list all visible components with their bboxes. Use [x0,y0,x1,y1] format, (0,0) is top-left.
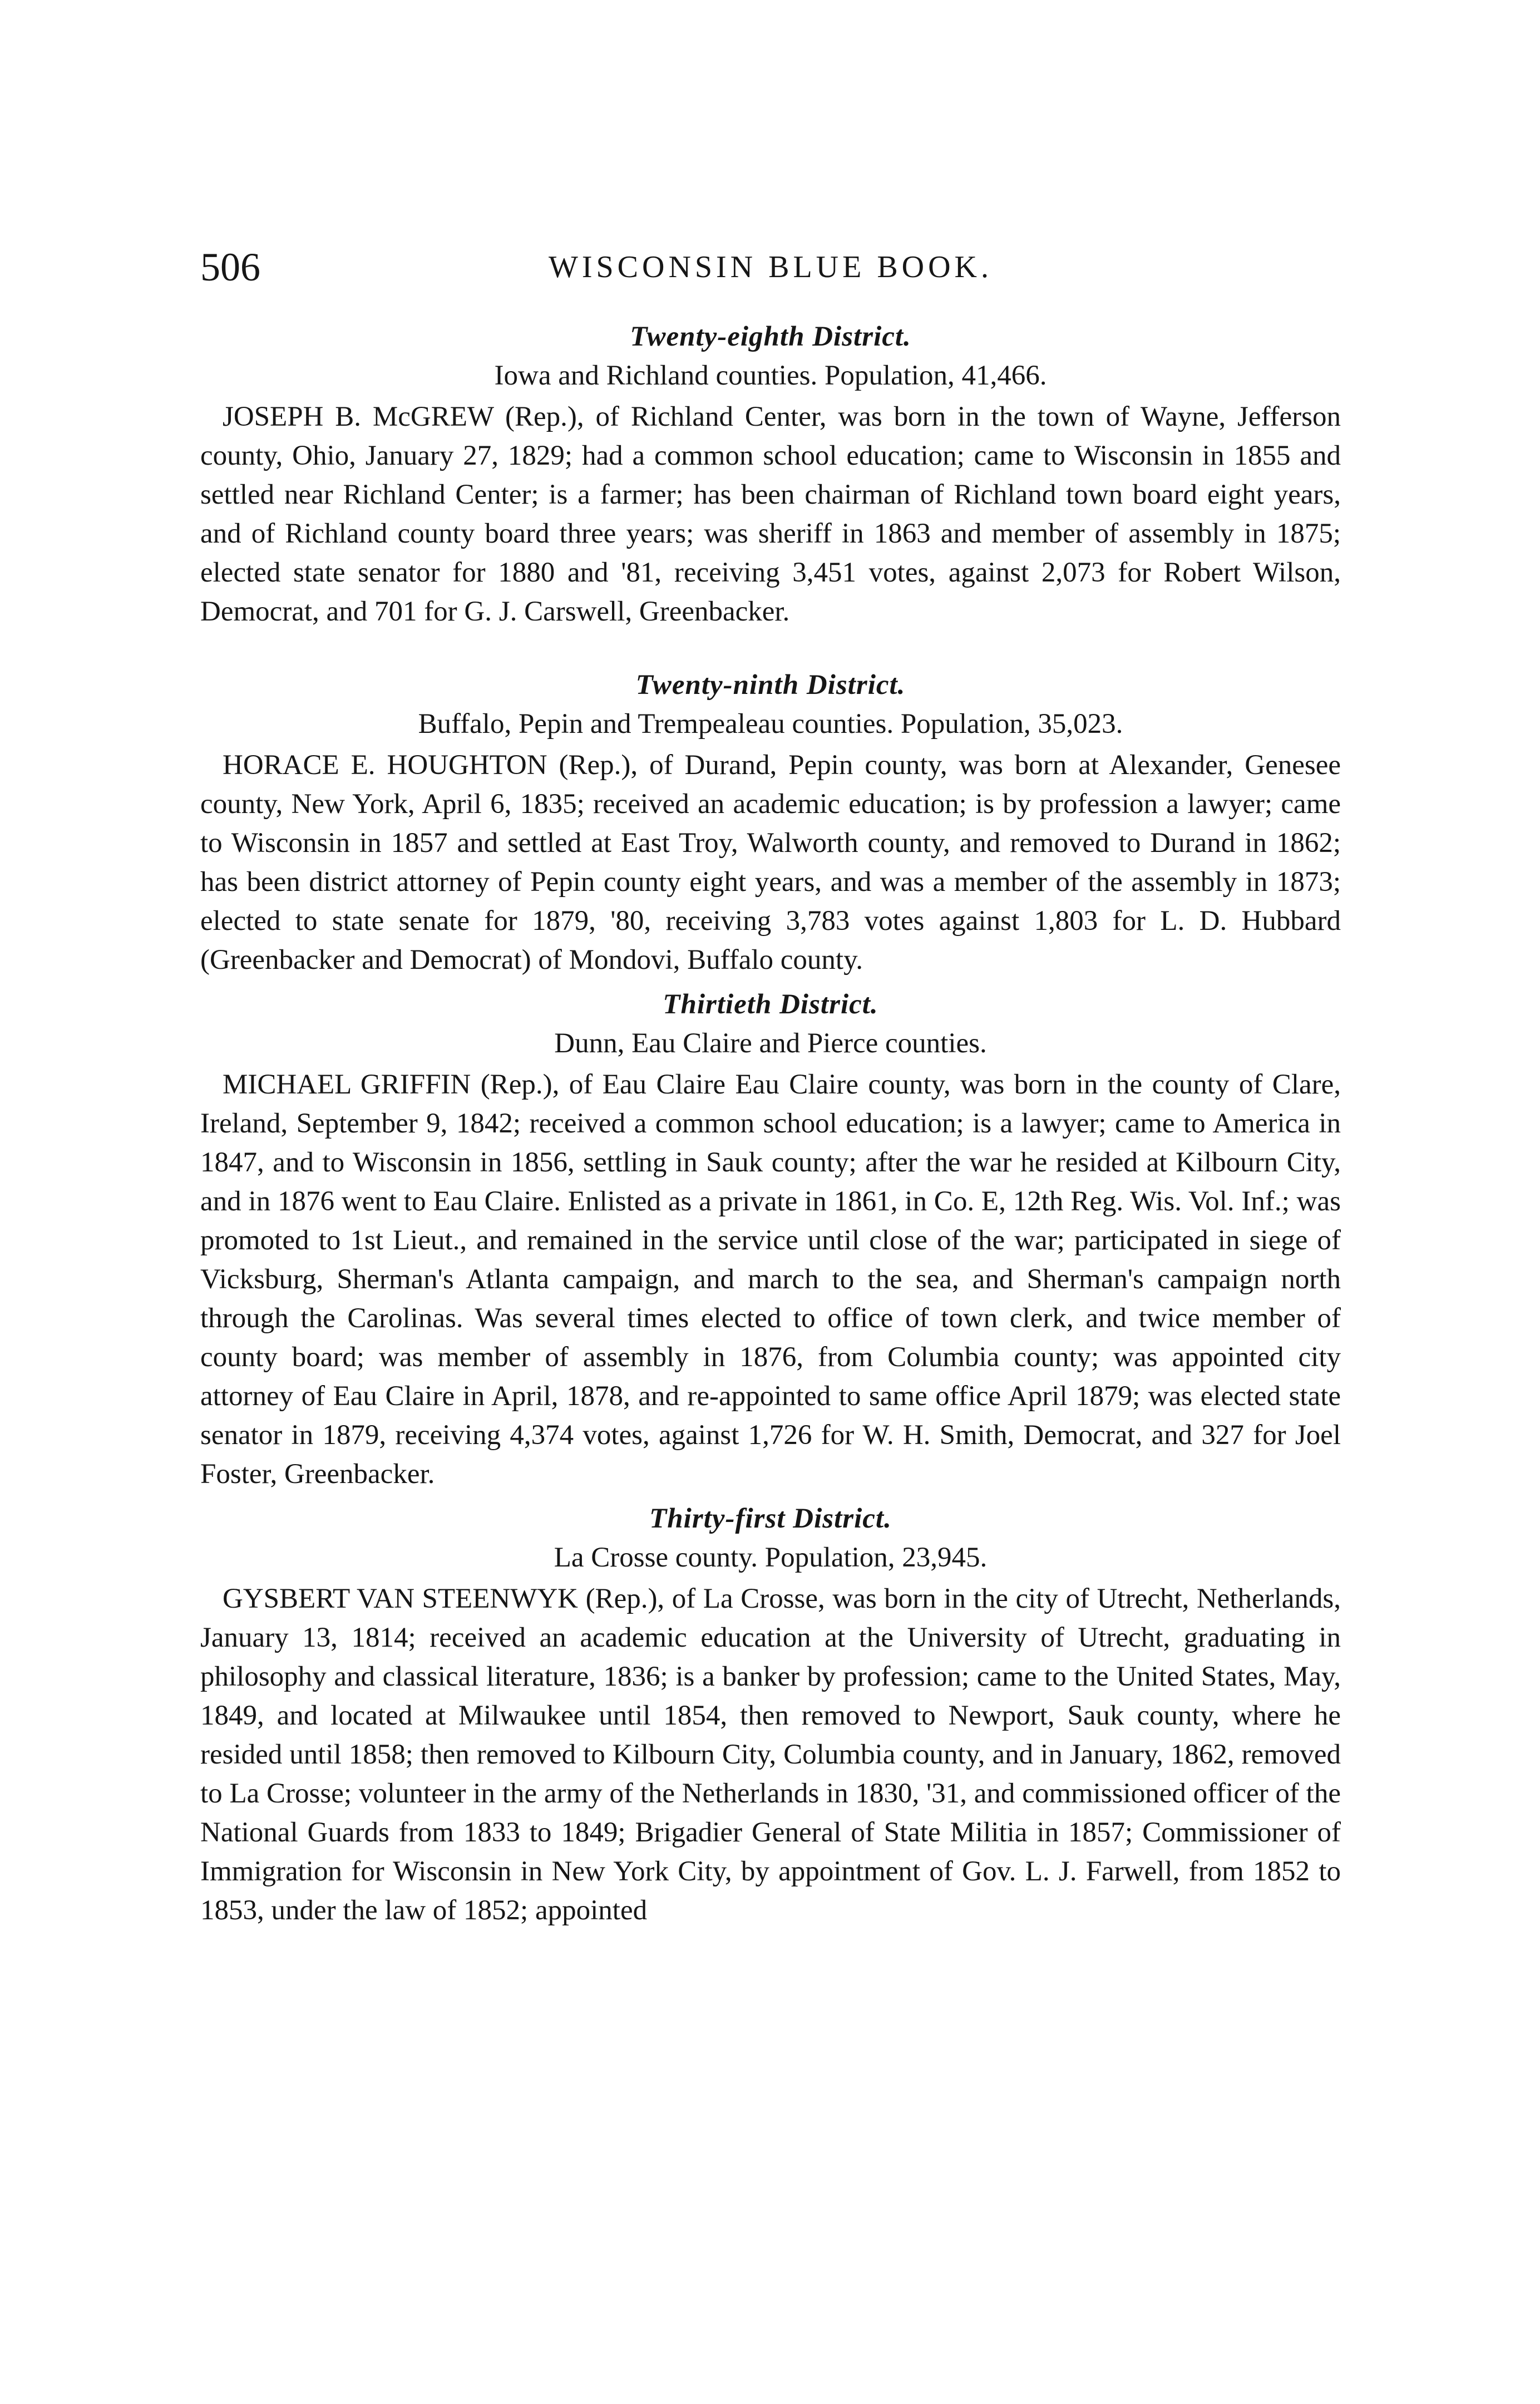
district-section [200,317,1341,631]
page-number: 506 [200,245,260,289]
senator-biography: JOSEPH B. McGREW (Rep.), of Richland Center, was born in the town of Wayne, Jefferson county, Ohio, January 27, 1829; had a common school education; came to Wisconsin in 1855 and settled near Richland Center; is a farmer; has been chairman of Richland town board eight years, and of Richland county board three years; was sheriff in 1863 and member of assembly in 1875; elected state senator for 1880 and '81, receiving 3,451 votes, against 2,073 for Robert Wilson, Democrat, and 701 for G. J. Carswell, Greenbacker. [200,401,1341,627]
district-section [200,666,1341,979]
body-column [200,312,1341,1964]
district-subtitle: La Crosse county. Population, 23,945. [554,1542,988,1573]
district-title: Twenty-eighth District. [630,321,911,352]
district-subtitle: Buffalo, Pepin and Trempealeau counties. Population, 35,023. [418,708,1123,740]
senator-biography: HORACE E. HOUGHTON (Rep.), of Durand, Pepin county, was born at Alexander, Genesee county, New York, April 6, 1835; received an academic education; is by profession a lawyer; came to Wisconsin in 1857 and settled at East Troy, Walworth county, and removed to Durand in 1862; has been district attorney of Pepin county eight years, and was a member of the assembly in 1873; elected to state senate for 1879, '80, receiving 3,783 votes against 1,803 for L. D. Hubbard (Greenbacker and Democrat) of Mondovi, Buffalo county. [200,750,1341,976]
district-title: Thirty-first District. [649,1503,892,1534]
district-section [200,1499,1341,1930]
district-subtitle: Dunn, Eau Claire and Pierce counties. [554,1028,987,1059]
senator-biography: MICHAEL GRIFFIN (Rep.), of Eau Claire Eau Claire county, was born in the county of Clare, Ireland, September 9, 1842; received a common school education; is a lawyer; came to America in 1847, and to Wisconsin in 1856, settling in Sauk county; after the war he resided at Kilbourn City, and in 1876 went to Eau Claire. Enlisted as a private in 1861, in Co. E, 12th Reg. Wis. Vol. Inf.; was promoted to 1st Lieut., and remained in the service until close of the war; participated in siege of Vicksburg, Sherman's Atlanta campaign, and march to the sea, and Sherman's campaign north through the Carolinas. Was several times elected to office of town clerk, and twice member of county board; was member of assembly in 1876, from Columbia county; was appointed city attorney of Eau Claire in April, 1878, and re-appointed to same office April 1879; was elected state senator in 1879, receiving 4,374 votes, against 1,726 for W. H. Smith, Democrat, and 327 for Joel Foster, Greenbacker. [200,1069,1341,1490]
page-header [200,239,1341,295]
district-title: Twenty-ninth District. [635,669,906,701]
district-subtitle: Iowa and Richland counties. Population, 41,466. [494,360,1047,391]
district-title: Thirtieth District. [663,989,878,1020]
district-section [200,985,1341,1494]
senator-biography: GYSBERT VAN STEENWYK (Rep.), of La Crosse, was born in the city of Utrecht, Netherlands, January 13, 1814; received an academic education at the University of Utrecht, graduating in philosophy and classical literature, 1836; is a banker by profession; came to the United States, May, 1849, and located at Milwaukee until 1854, then removed to Newport, Sauk county, where he resided until 1858; then removed to Kilbourn City, Columbia county, and in January, 1862, removed to La Crosse; volunteer in the army of the Netherlands in 1830, '31, and commissioned officer of the National Guards from 1833 to 1849; Brigadier General of State Militia in 1857; Commissioner of Immigration for Wisconsin in New York City, by appointment of Gov. L. J. Farwell, from 1852 to 1853, under the law of 1852; appointed [200,1583,1341,1926]
running-title: WISCONSIN BLUE BOOK. [549,250,993,284]
